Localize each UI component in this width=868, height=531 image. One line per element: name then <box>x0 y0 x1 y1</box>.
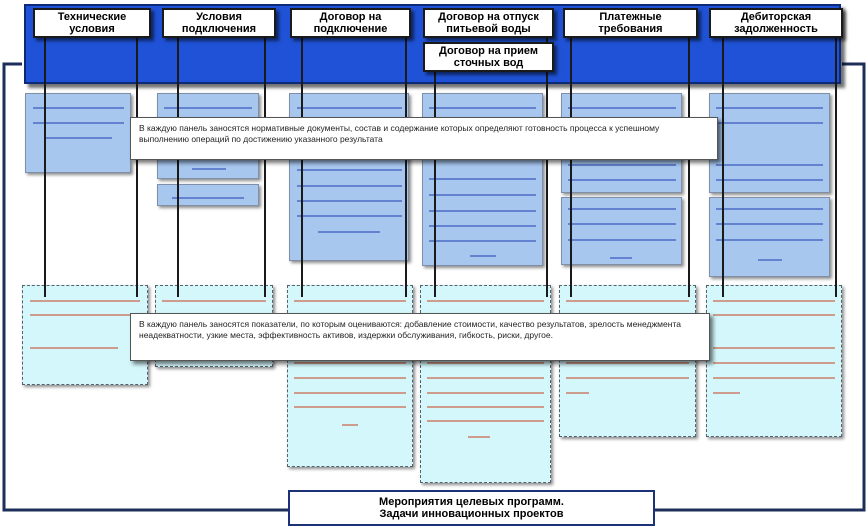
header-wastewater-contract: Договор на прием сточных вод <box>423 42 554 72</box>
bottom-line-1: Мероприятия целевых программ. <box>379 496 564 508</box>
column-header-connection-contract: Договор на подключение <box>290 8 411 38</box>
column-header-water-supply-contract: Договор на отпуск питьевой воды <box>423 8 554 38</box>
bottom-line-2: Задачи инновационных проектов <box>379 508 564 520</box>
documents-note: В каждую панель заносятся нормативные документы, состав и содержание которых определяют готовность процесса к успешному выполнению операций по достижению указанного результата <box>130 117 718 160</box>
column-header-receivables: Дебиторская задолженность <box>709 8 843 38</box>
indicators-note: В каждую панель заносятся показатели, по которым оцениваются: добавление стоимости, качество результатов, зрелость менеджмента неадекватности, узкие места, эффективность активов, издержки обслуживания, гибкость, риски, другое. <box>130 313 710 361</box>
vertical-connectors <box>45 36 836 297</box>
column-header-technical-conditions: Технические условия <box>33 8 151 38</box>
targets-and-projects-box <box>288 490 655 526</box>
column-header-connection-conditions: Условия подключения <box>162 8 276 38</box>
column-header-payment-demands: Платежные требования <box>563 8 698 38</box>
